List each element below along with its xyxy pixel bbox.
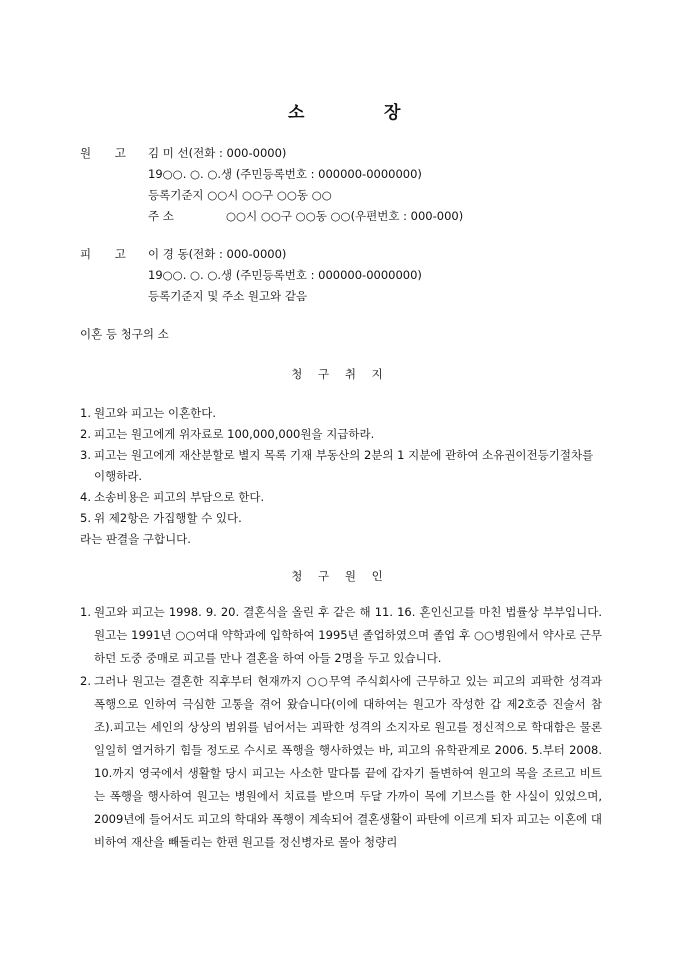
plaintiff-role: 원 고: [80, 146, 136, 160]
claim-number: 3.: [80, 448, 91, 462]
title-char-2: 장: [384, 103, 401, 123]
defendant-address-line: 등록기준지 및 주소 원고와 같음: [148, 289, 308, 303]
claim-text: 소송비용은 피고의 부담으로 한다.: [94, 490, 265, 504]
cause-item: [80, 601, 602, 670]
claims-closing: 라는 판결을 구합니다.: [80, 532, 191, 546]
case-name: 이혼 등 청구의 소: [80, 327, 169, 341]
cause-text: 그러나 원고는 결혼한 직후부터 현재까지 ○○무역 주식회사에 근무하고 있는 피고의 괴팍한 성격과 폭행으로 인하여 극심한 고통을 겪어 왔습니다(이에 대하여는 원고가 작성한 갑 제2호증 진술서 참조).피고는 세인의 상상의 범위를 넘어서는 괴팍한 성격의 소지자로 원고를 정신적으로 학대함은 물론 일일히 열거하기 힘들 정도로 수시로 폭행을 행사하였는 바, 피고의 유학관계로 2006. 5.부터 2008. 10.까지 영국에서 생활할 당시 피고는 사소한 말다툼 끝에 갑자기 돌변하여 원고의 목을 조르고 비트는 폭행을 행사하여 원고는 병원에서 치료를 받으며 두달 가까이 목에 기브스를 한 사실이 있었으며, 2009년에 들어서도 피고의 학대와 폭행이 계속되어 결혼생활이 파탄에 이르게 되자 피고는 이혼에 대비하여 재산을 빼돌리는 한편 원고를 정신병자로 몰아 청량리: [94, 674, 602, 849]
claim-item: [80, 508, 600, 529]
title-char-1: 소: [288, 103, 305, 123]
defendant-birth-line: 19○○. ○. ○.생 (주민등록번호 : 000000-0000000): [148, 268, 422, 282]
claim-number: 5.: [80, 511, 91, 525]
claim-text: 원고와 피고는 이혼한다.: [94, 406, 217, 420]
causes-list: [80, 601, 602, 854]
claim-text: 피고는 원고에게 재산분할로 별지 목록 기재 부동산의 2분의 1 지분에 관하여 소유권이전등기절차를 이행하라.: [94, 448, 594, 483]
claim-text: 위 제2항은 가집행할 수 있다.: [94, 511, 242, 525]
claim-number: 1.: [80, 406, 91, 420]
claim-number: 2.: [80, 427, 91, 441]
cause-item: [80, 670, 602, 854]
plaintiff-birth-line: 19○○. ○. ○.생 (주민등록번호 : 000000-0000000): [148, 167, 422, 181]
defendant-name-line: 이 경 동(전화 : 000-0000): [148, 247, 287, 261]
claim-number: 4.: [80, 490, 91, 504]
plaintiff-address-label: 주 소: [148, 209, 174, 223]
plaintiff-address-value: ○○시 ○○구 ○○동 ○○(우편번호 : 000-000): [226, 209, 464, 223]
claim-heading: 청 구 취 지: [291, 367, 389, 381]
claim-item: [80, 487, 600, 508]
claim-text: 피고는 원고에게 위자료로 100,000,000원을 지급하라.: [94, 427, 375, 441]
cause-number: 1.: [80, 605, 91, 619]
claims-list: [80, 403, 600, 550]
plaintiff-name-line: 김 미 선(전화 : 000-0000): [148, 146, 287, 160]
claim-item: [80, 424, 600, 445]
cause-number: 2.: [80, 674, 91, 688]
claim-item: [80, 445, 600, 487]
cause-text: 원고와 피고는 1998. 9. 20. 결혼식을 올린 후 같은 해 11. 16. 혼인신고를 마친 법률상 부부입니다.원고는 1991년 ○○여대 약학과에 입학하여 1995년 졸업하였으며 졸업 후 ○○병원에서 약사로 근무하던 도중 중매로 피고를 만나 결혼을 하여 아들 2명을 두고 있습니다.: [94, 605, 602, 665]
plaintiff-registry-line: 등록기준지 ○○시 ○○구 ○○동 ○○: [148, 188, 332, 202]
defendant-role: 피 고: [80, 247, 136, 261]
claim-item: [80, 403, 600, 424]
cause-heading: 청 구 원 인: [291, 569, 389, 583]
